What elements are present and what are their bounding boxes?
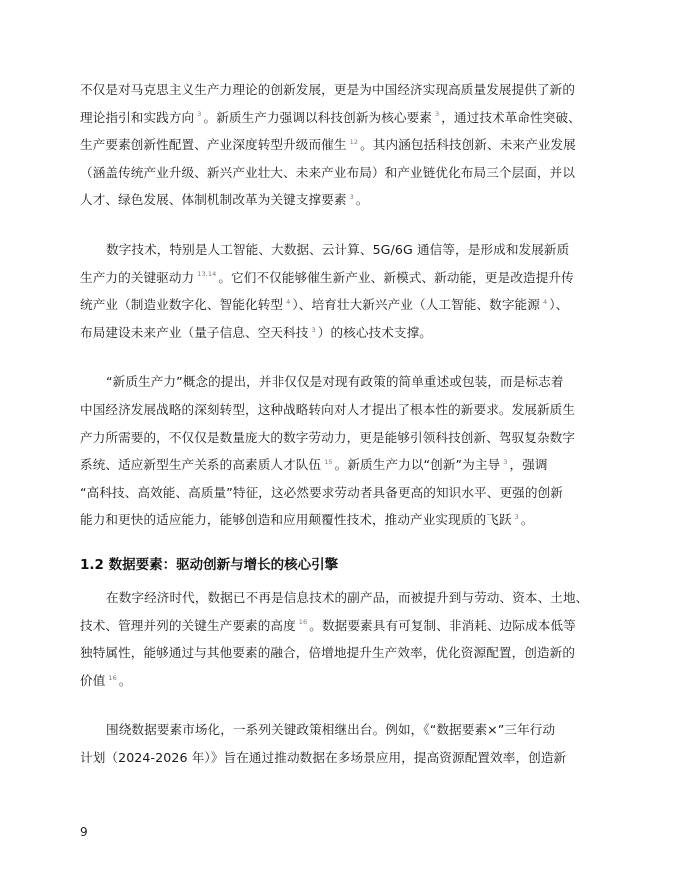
text-run: 价值 [80, 672, 106, 688]
text-run: ）、 [549, 297, 569, 313]
text-line [80, 291, 602, 319]
text-run: 。新质生产力强调以科技创新为核心要素 [203, 109, 432, 125]
text-line [80, 451, 602, 479]
text-line [80, 506, 602, 534]
text-line [80, 264, 602, 292]
citation-marker: 12 [349, 138, 359, 146]
text-run: ）、培育壮大新兴产业（人工智能、数字能源 [292, 297, 540, 313]
text-line [80, 131, 602, 159]
text-run: 。 [520, 512, 534, 528]
text-line [80, 396, 602, 424]
paragraph [80, 716, 602, 771]
text-run: 技术、管理并列的关键生产要素的高度 [80, 617, 296, 633]
text-line [80, 104, 602, 132]
text-run: 理论指引和实践方向 [80, 109, 195, 125]
section-heading: 1.2 数据要素：驱动创新与增长的核心引擎 [80, 556, 339, 573]
text-line [80, 584, 602, 612]
text-line [80, 368, 602, 396]
citation-marker: 16 [108, 673, 117, 682]
citation-marker: 3 [503, 457, 508, 466]
text-run: 计划（2024-2026 年）》旨在通过推动数据在多场景应用，提高资源配置效率，创造新 [80, 749, 567, 765]
text-run: 数字技术，特别是人工智能、大数据、云计算、5G/6G 通信等，是形成和发展新质 [106, 241, 570, 257]
text-line [80, 612, 602, 640]
text-run: 生产要素创新性配置、产业深度转型升级而催生 [80, 137, 347, 153]
citation-marker: 4 [286, 297, 291, 306]
body-text-before-heading [80, 76, 602, 534]
text-run: 。 [118, 672, 132, 688]
citation-marker: 4 [542, 297, 548, 306]
document-page [80, 76, 602, 793]
body-text-after-heading [80, 584, 602, 772]
text-line [80, 76, 602, 104]
text-line [80, 236, 602, 264]
text-run: 围绕数据要素市场化，一系列关键政策相继出台。例如，《“数据要素×”三年行动 [106, 722, 556, 738]
text-line [80, 744, 602, 772]
citation-marker: 3 [197, 110, 202, 119]
text-run: 独特属性，能够通过与其他要素的融合，倍增地提升生产效率，优化资源配置，创造新的 [80, 645, 576, 661]
text-run: 。其内涵包括科技创新、未来产业发展 [360, 137, 576, 153]
text-line [80, 159, 602, 187]
citation-marker: 3 [349, 193, 354, 202]
text-run: 。 [355, 192, 369, 208]
paragraph [80, 76, 602, 214]
text-run: ，强调 [509, 457, 548, 473]
text-run: 布局建设未来产业（量子信息、空天科技 [80, 324, 309, 340]
text-run: 能力和更快的适应能力，能够创造和应用颠覆性技术，推动产业实现质的飞跃 [80, 512, 512, 528]
text-run: ，通过技术革命性突破、 [441, 109, 581, 125]
text-run: “新质生产力”概念的提出，并非仅仅是对现有政策的简单重述或包装，而是标志着 [106, 374, 564, 390]
citation-marker: 15 [324, 457, 333, 466]
citation-marker: 16 [298, 618, 308, 627]
citation-marker: 3 [435, 110, 440, 119]
text-line [80, 716, 602, 744]
text-run: ）的核心技术支撑。 [317, 324, 432, 340]
text-line [80, 667, 602, 695]
text-run: 不仅是对马克思主义生产力理论的创新发展，更是为中国经济实现高质量发展提供了新的 [80, 82, 576, 97]
text-run: 。新质生产力以“创新”为主导 [334, 457, 501, 473]
text-run: 统产业（制造业数字化、智能化转型 [80, 297, 284, 313]
text-line [80, 319, 602, 347]
text-run: 产力所需要的，不仅仅是数量庞大的数字劳动力，更是能够引领科技创新、驾驭复杂数字 [80, 429, 576, 445]
paragraph [80, 584, 602, 694]
page-number: 9 [80, 825, 88, 839]
text-run: 系统、适应新型生产关系的高素质人才队伍 [80, 457, 322, 473]
citation-marker: 3 [311, 325, 316, 334]
text-run: （涵盖传统产业升级、新兴产业壮大、未来产业布局）和产业链优化布局三个层面，并以 [80, 164, 576, 180]
text-run: 。数据要素具有可复制、非消耗、边际成本低等 [309, 617, 576, 633]
citation-marker: 3 [514, 513, 519, 522]
text-run: 在数字经济时代，数据已不再是信息技术的副产品，而被提升到与劳动、资本、土地、 [106, 589, 589, 605]
text-run: “高科技、高效能、高质量”特征，这必然要求劳动者具备更高的知识水平、更强的创新 [80, 484, 563, 500]
text-run: 中国经济发展战略的深刻转型，这种战略转向对人才提出了根本性的新要求。发展新质生 [80, 401, 576, 417]
text-run: 生产力的关键驱动力 [80, 269, 195, 285]
text-line [80, 479, 602, 507]
paragraph [80, 368, 602, 534]
text-run: 人才、绿色发展、体制机制改革为关键支撑要素 [80, 192, 347, 208]
text-line [80, 186, 602, 214]
text-run: 。它们不仅能够催生新产业、新模式、新动能，更是改造提升传 [218, 269, 574, 285]
paragraph [80, 236, 602, 346]
text-line [80, 639, 602, 667]
citation-marker: 13,14 [197, 270, 217, 279]
text-line [80, 424, 602, 452]
